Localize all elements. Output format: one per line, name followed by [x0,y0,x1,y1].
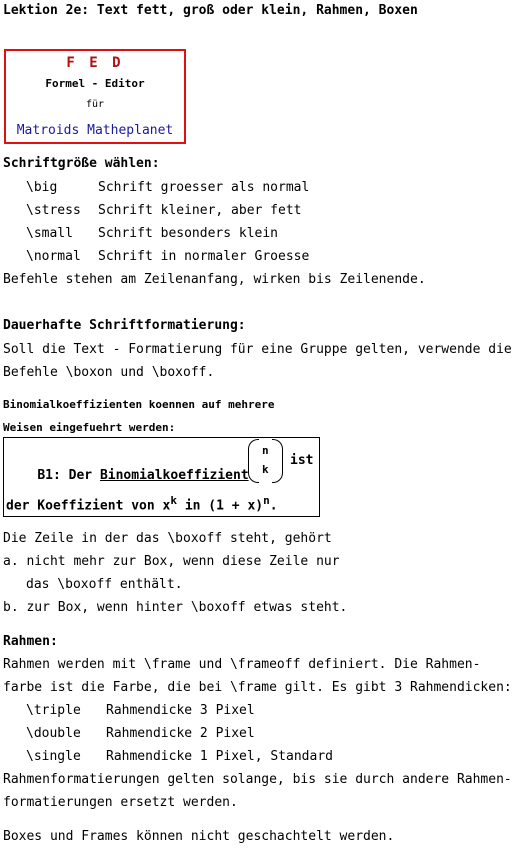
frame-note-2: formatierungen ersetzt werden. [3,795,238,810]
permanent-line-1: Soll die Text - Formatierung für eine Gruppe gelten, verwende die [3,342,512,357]
frame-line-2: farbe ist die Farbe, die bei \frame gilt. Es gibt 3 Rahmendicken: [3,680,512,695]
example-box [3,437,320,517]
left-paren [248,439,259,483]
example-line-1: B1: Der Binomialkoeffizient [37,468,249,483]
binomial-k: k [262,463,269,476]
example-line-2: der Koeffizient von $x^k$ in $(1 + x)^n$. [6,494,278,514]
fed-logo-box [4,49,186,144]
boxoff-line-3: das \boxoff enthält. [26,577,183,592]
frame-item: \double Rahmendicke 2 Pixel [26,726,255,741]
size-item: \small Schrift besonders klein [26,226,279,241]
binomial-term: Binomialkoeffizient [99,468,249,483]
permanent-heading: Dauerhafte Schriftformatierung: [3,318,246,333]
fed-fuer: für [85,99,105,110]
frame-note-1: Rahmenformatierungen gelten solange, bis sie durch andere Rahmen- [3,772,512,787]
binomial-intro-2: Weisen eingefuehrt werden: [3,421,176,434]
matroids-link[interactable]: Matroids Matheplanet [16,123,174,138]
boxoff-line-1: Die Zeile in der das \boxoff steht, gehört [3,531,332,546]
permanent-line-2: Befehle \boxon und \boxoff. [3,365,215,380]
right-paren [272,439,283,483]
frame-line-1: Rahmen werden mit \frame und \frameoff definiert. Die Rahmen- [3,657,481,672]
final-note: Boxes und Frames können nicht geschachtelt werden. [3,829,395,844]
binomial-intro-1: Binomialkoeffizienten koennen auf mehrere [3,398,275,411]
binomial-n: n [262,444,269,457]
page-title: Lektion 2e: Text fett, groß oder klein, Rahmen, Boxen [3,3,418,18]
frame-heading: Rahmen: [3,634,58,649]
size-note: Befehle stehen am Zeilenanfang, wirken bis Zeilenende. [3,272,426,287]
fed-title: F E D [66,55,124,71]
boxoff-line-4: b. zur Box, wenn hinter \boxoff etwas steht. [3,600,348,615]
frame-item: \triple Rahmendicke 3 Pixel [26,703,255,718]
frame-item: \single Rahmendicke 1 Pixel, Standard [26,749,333,764]
size-item: \stress Schrift kleiner, aber fett [26,203,302,218]
example-ist: ist [290,453,314,468]
boxoff-line-2: a. nicht mehr zur Box, wenn diese Zeile nur [3,554,340,569]
size-heading: Schriftgröße wählen: [3,156,160,171]
size-item: \big Schrift groesser als normal [26,180,310,195]
fed-subtitle: Formel - Editor [45,77,145,90]
size-item: \normal Schrift in normaler Groesse [26,249,310,264]
